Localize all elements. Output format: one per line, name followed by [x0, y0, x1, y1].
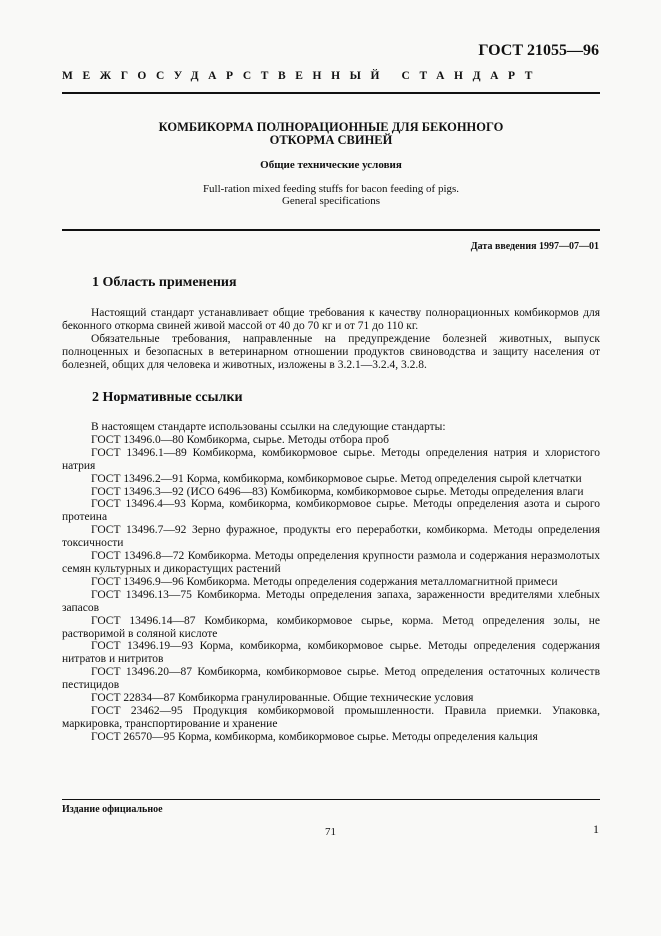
reference-item: ГОСТ 13496.9—96 Комбикорма. Методы определения содержания металломагнитной примеси: [91, 575, 558, 588]
section-2-body: [62, 421, 600, 744]
section-1-body: [62, 307, 600, 372]
reference-item: ГОСТ 13496.3—92 (ИСО 6496—83) Комбикорма, комбикормовое сырье. Методы определения влаги: [91, 485, 584, 498]
introduction-date: Дата введения 1997—07—01: [470, 241, 599, 252]
document-title: [62, 121, 600, 147]
reference-item: ГОСТ 26570—95 Корма, комбикорма, комбикормовое сырье. Методы определения кальция: [91, 730, 538, 743]
reference-item: ГОСТ 13496.20—87 Комбикорма, комбикормовое сырье. Метод определения остаточных количеств пестицидов: [62, 666, 600, 692]
reference-item: ГОСТ 23462—95 Продукция комбикормовой промышленности. Правила приемки. Упаковка, маркировка, транспортирование и хранение: [62, 704, 600, 730]
reference-item: ГОСТ 13496.0—80 Комбикорма, сырье. Методы отбора проб: [91, 433, 389, 446]
paragraph: Обязательные требования, направленные на предупреждение болезней животных, выпуск полноценных и безопасных в ветеринарном отношении продуктов свиноводства и защиту населения от болезней, общих для человека и животных, изложены в 3.2.1—3.2.4, 3.2.8.: [62, 332, 600, 371]
footer-rule: [62, 799, 600, 800]
page-number: 71: [325, 826, 336, 838]
paragraph: Настоящий стандарт устанавливает общие требования к качеству полнорационных комбикормов для беконного откорма свиней живой массой от 40 до 70 кг и от 71 до 110 кг.: [62, 307, 600, 332]
english-title: [62, 183, 600, 207]
english-title-line-1: Full-ration mixed feeding stuffs for bacon feeding of pigs.: [202, 183, 460, 195]
english-title-line-2: General specifications: [281, 195, 381, 207]
document-subtitle: Общие технические условия: [260, 159, 402, 171]
title-line-1: КОМБИКОРМА ПОЛНОРАЦИОННЫЕ ДЛЯ БЕКОННОГО: [158, 120, 504, 134]
reference-item: ГОСТ 13496.2—91 Корма, комбикорма, комбикормовое сырье. Метод определения сырой клетчатки: [91, 472, 582, 485]
reference-item: ГОСТ 13496.19—93 Корма, комбикорма, комбикормовое сырье. Методы определения содержания нитратов и нитритов: [62, 640, 600, 666]
reference-item: ГОСТ 22834—87 Комбикорма гранулированные. Общие технические условия: [91, 692, 474, 705]
section-2-heading: 2 Нормативные ссылки: [92, 390, 243, 405]
section-1-heading: 1 Область применения: [92, 275, 237, 290]
document-number: ГОСТ 21055—96: [478, 42, 599, 59]
reference-item: ГОСТ 13496.8—72 Комбикорма. Методы определения крупности размола и содержания неразмолотых семян культурных и дикорастущих растений: [62, 550, 600, 575]
reference-item: ГОСТ 13496.14—87 Комбикорма, комбикормовое сырье, корма. Метод определения золы, не растворимой в соляной кислоте: [62, 614, 600, 640]
paragraph: В настоящем стандарте использованы ссылки на следующие стандарты:: [91, 421, 446, 433]
reference-item: ГОСТ 13496.1—89 Комбикорма, комбикормовое сырье. Методы определения натрия и хлористого натрия: [62, 446, 600, 472]
top-rule: [62, 92, 600, 94]
official-edition-label: Издание официальное: [62, 804, 163, 815]
reference-item: ГОСТ 13496.4—93 Корма, комбикорма, комбикормовое сырье. Методы определения азота и сырого протеина: [62, 498, 600, 524]
reference-item: ГОСТ 13496.7—92 Зерно фуражное, продукты его переработки, комбикорма. Методы определения токсичности: [62, 524, 600, 550]
title-rule: [62, 229, 600, 231]
standard-banner: МЕЖГОСУДАРСТВЕННЫЙ СТАНДАРТ: [62, 70, 543, 82]
reference-item: ГОСТ 13496.13—75 Комбикорма. Методы определения запаха, зараженности вредителями хлебных запасов: [62, 588, 600, 614]
sheet-number: 1: [593, 822, 599, 836]
title-line-2: ОТКОРМА СВИНЕЙ: [269, 133, 393, 147]
